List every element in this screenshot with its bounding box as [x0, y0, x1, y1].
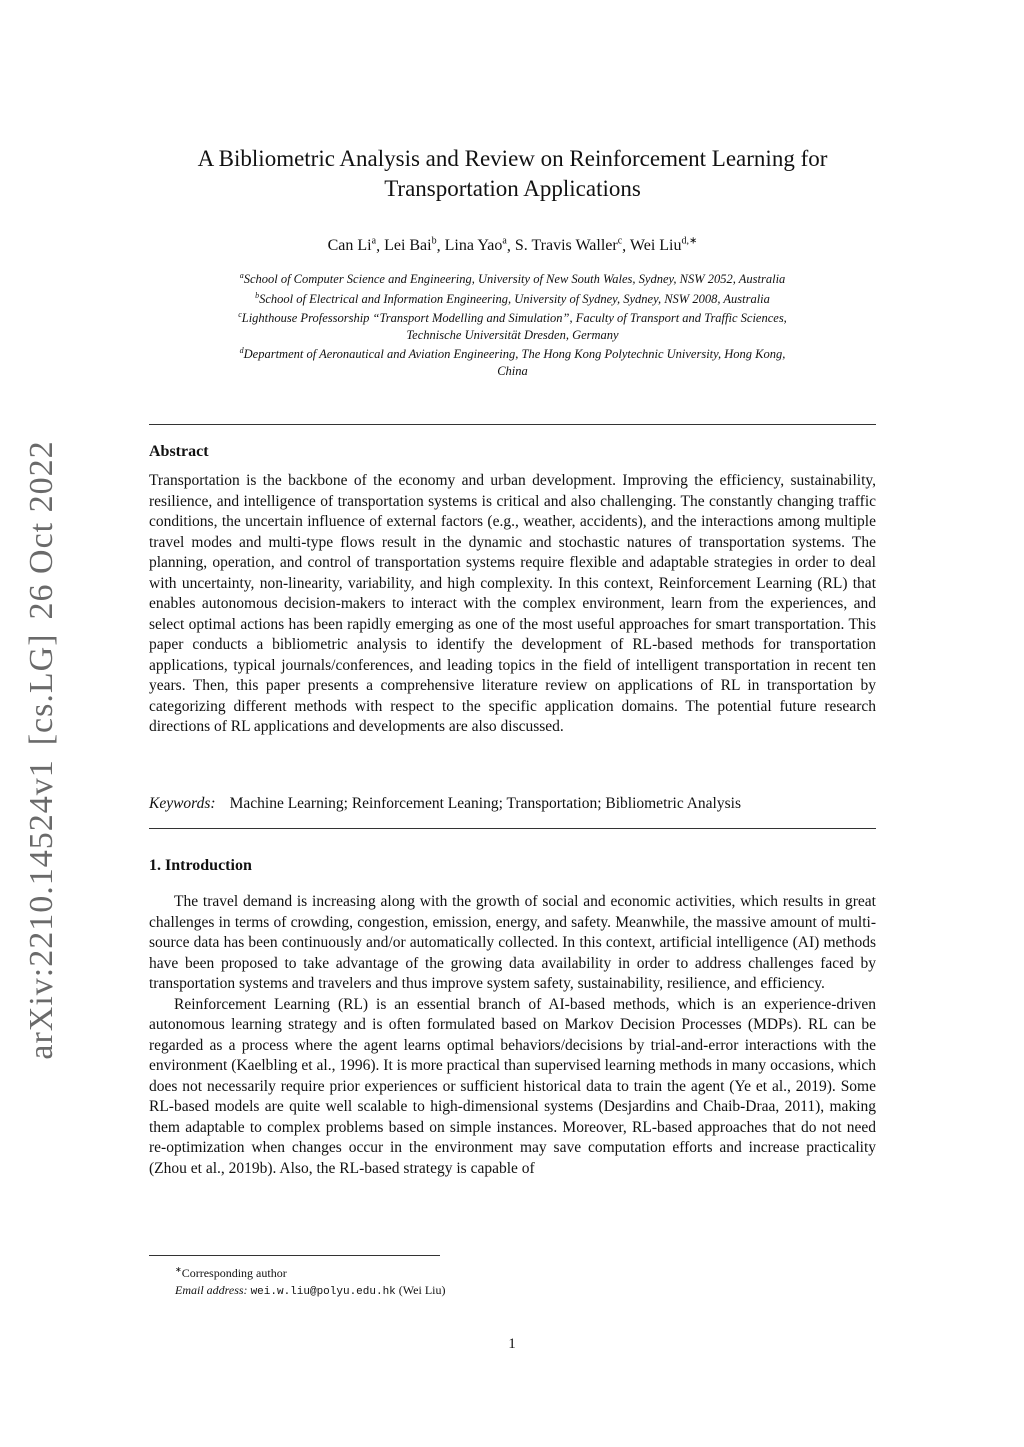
email-note: Email address: wei.w.liu@polyu.edu.hk (Wei Liu): [175, 1283, 446, 1298]
author: Lina Yao$^a$: [444, 236, 507, 255]
footnote-rule: [149, 1255, 440, 1256]
footnote: [149, 1261, 876, 1301]
author: Lei Bai$^b$: [384, 236, 437, 255]
affiliation: $^c$Lighthouse Professorship “Transport Modelling and Simulation”, Faculty of Transport and Traffic Sciences,: [238, 310, 787, 326]
email-link[interactable]: wei.w.liu@polyu.edu.hk: [250, 1286, 396, 1298]
author: S. Travis Waller$^c$: [514, 236, 623, 255]
abstract-heading: Abstract: [149, 443, 209, 460]
author-list: Can Li$^a$, Lei Bai$^b$, Lina Yao$^a$, S. Travis Waller$^c$, Wei Liu$^{d,∗}$: [327, 236, 698, 255]
abstract-top-rule: [149, 424, 876, 425]
affiliation-continuation: Technische Universität Dresden, Germany: [406, 327, 619, 342]
author: Wei Liu$^{d,∗}$: [629, 236, 698, 255]
paper-title: A Bibliometric Analysis and Review on Reinforcement Learning for Transportation Applications: [197, 146, 828, 201]
abstract-bottom-rule: [149, 828, 876, 829]
affiliation: $^d$Department of Aeronautical and Aviation Engineering, The Hong Kong Polytechnic University, Hong Kong,: [239, 346, 786, 362]
affiliation: $^b$School of Electrical and Information Engineering, University of Sydney, Sydney, NSW 2008, Australia: [255, 290, 770, 306]
affiliation: $^a$School of Computer Science and Engineering, University of New South Wales, Sydney, NSW 2052, Australia: [239, 271, 786, 287]
page-number: 1: [508, 1336, 516, 1352]
paragraph: Reinforcement Learning (RL) is an essential branch of AI-based methods, which is an experience-driven autonomous learning strategy and is often formulated based on Markov Decision Processes (MDPs). RL can be regarded as a process where the agent learns optimal behaviors/decisions by trial-and-error interactions with the environment (Kaelbling et al., 1996). It is more practical than supervised learning methods in many occasions, which does not necessarily require prior experiences or sufficient historical data to train the agent (Ye et al., 2019). Some RL-based models are quite well scalable to high-dimensional systems (Desjardins and Chaib-Draa, 2011), making them adaptable to complex problems based on simple instances. Moreover, RL-based approaches that do not need re-optimization when changes occur in the environment may save computation efforts and increase practicality (Zhou et al., 2019b). Also, the RL-based strategy is capable of: [149, 995, 876, 1177]
paragraph: The travel demand is increasing along with the growth of social and economic activities, which results in great challenges in terms of crowding, congestion, emission, energy, and safety. Meanwhile, the massive amount of multi-source data has been continuously and/or automatically collected. In this context, artificial intelligence (AI) methods have been proposed to take advantage of the growing data availability in order to address challenges faced by transportation systems and travelers and thus improve system safety, sustainability, resilience, and efficiency.: [149, 893, 876, 992]
keywords-text: Machine Learning; Reinforcement Leaning; Transportation; Bibliometric Analysis: [229, 795, 741, 812]
abstract-text: Transportation is the backbone of the economy and urban development. Improving the efficiency, sustainability, resilience, and intelligence of transportation systems is critical and also challenging. The constantly changing traffic conditions, the uncertain influence of external factors (e.g., weather, accidents), and the interactions among multiple travel modes and multi-type flows result in the dynamic and stochastic natures of transportation systems. The planning, operation, and control of transportation systems require flexible and adaptable strategies in order to deal with uncertainty, non-linearity, variability, and high complexity. In this context, Reinforcement Learning (RL) that enables autonomous decision-makers to interact with the complex environment, learn from the experiences, and select optimal actions has been rapidly emerging as one of the most useful approaches for smart transportation. This paper conducts a bibliometric analysis to identify the development of RL-based methods for transportation applications, typical journals/conferences, and leading topics in the field of intelligent transportation in recent ten years. Then, this paper presents a comprehensive literature review on applications of RL in transportation by categorizing different methods with respect to the specific application domains. The potential future research directions of RL applications and developments are also discussed.: [149, 472, 876, 735]
affiliation-continuation: China: [497, 363, 528, 378]
author: Can Li$^a$: [327, 236, 377, 255]
arxiv-stamp: [23, 440, 61, 1059]
arxiv-date: 26 Oct 2022: [23, 440, 60, 620]
keywords-label: Keywords:: [149, 795, 216, 812]
keywords: [149, 794, 876, 814]
corresponding-note: ∗Corresponding author: [175, 1265, 287, 1280]
arxiv-category: [cs.LG]: [23, 633, 60, 746]
arxiv-id[interactable]: arXiv:2210.14524v1: [23, 759, 60, 1060]
introduction-body: [149, 892, 876, 1179]
affiliations: [120, 268, 905, 379]
introduction-heading: 1. Introduction: [149, 857, 252, 874]
